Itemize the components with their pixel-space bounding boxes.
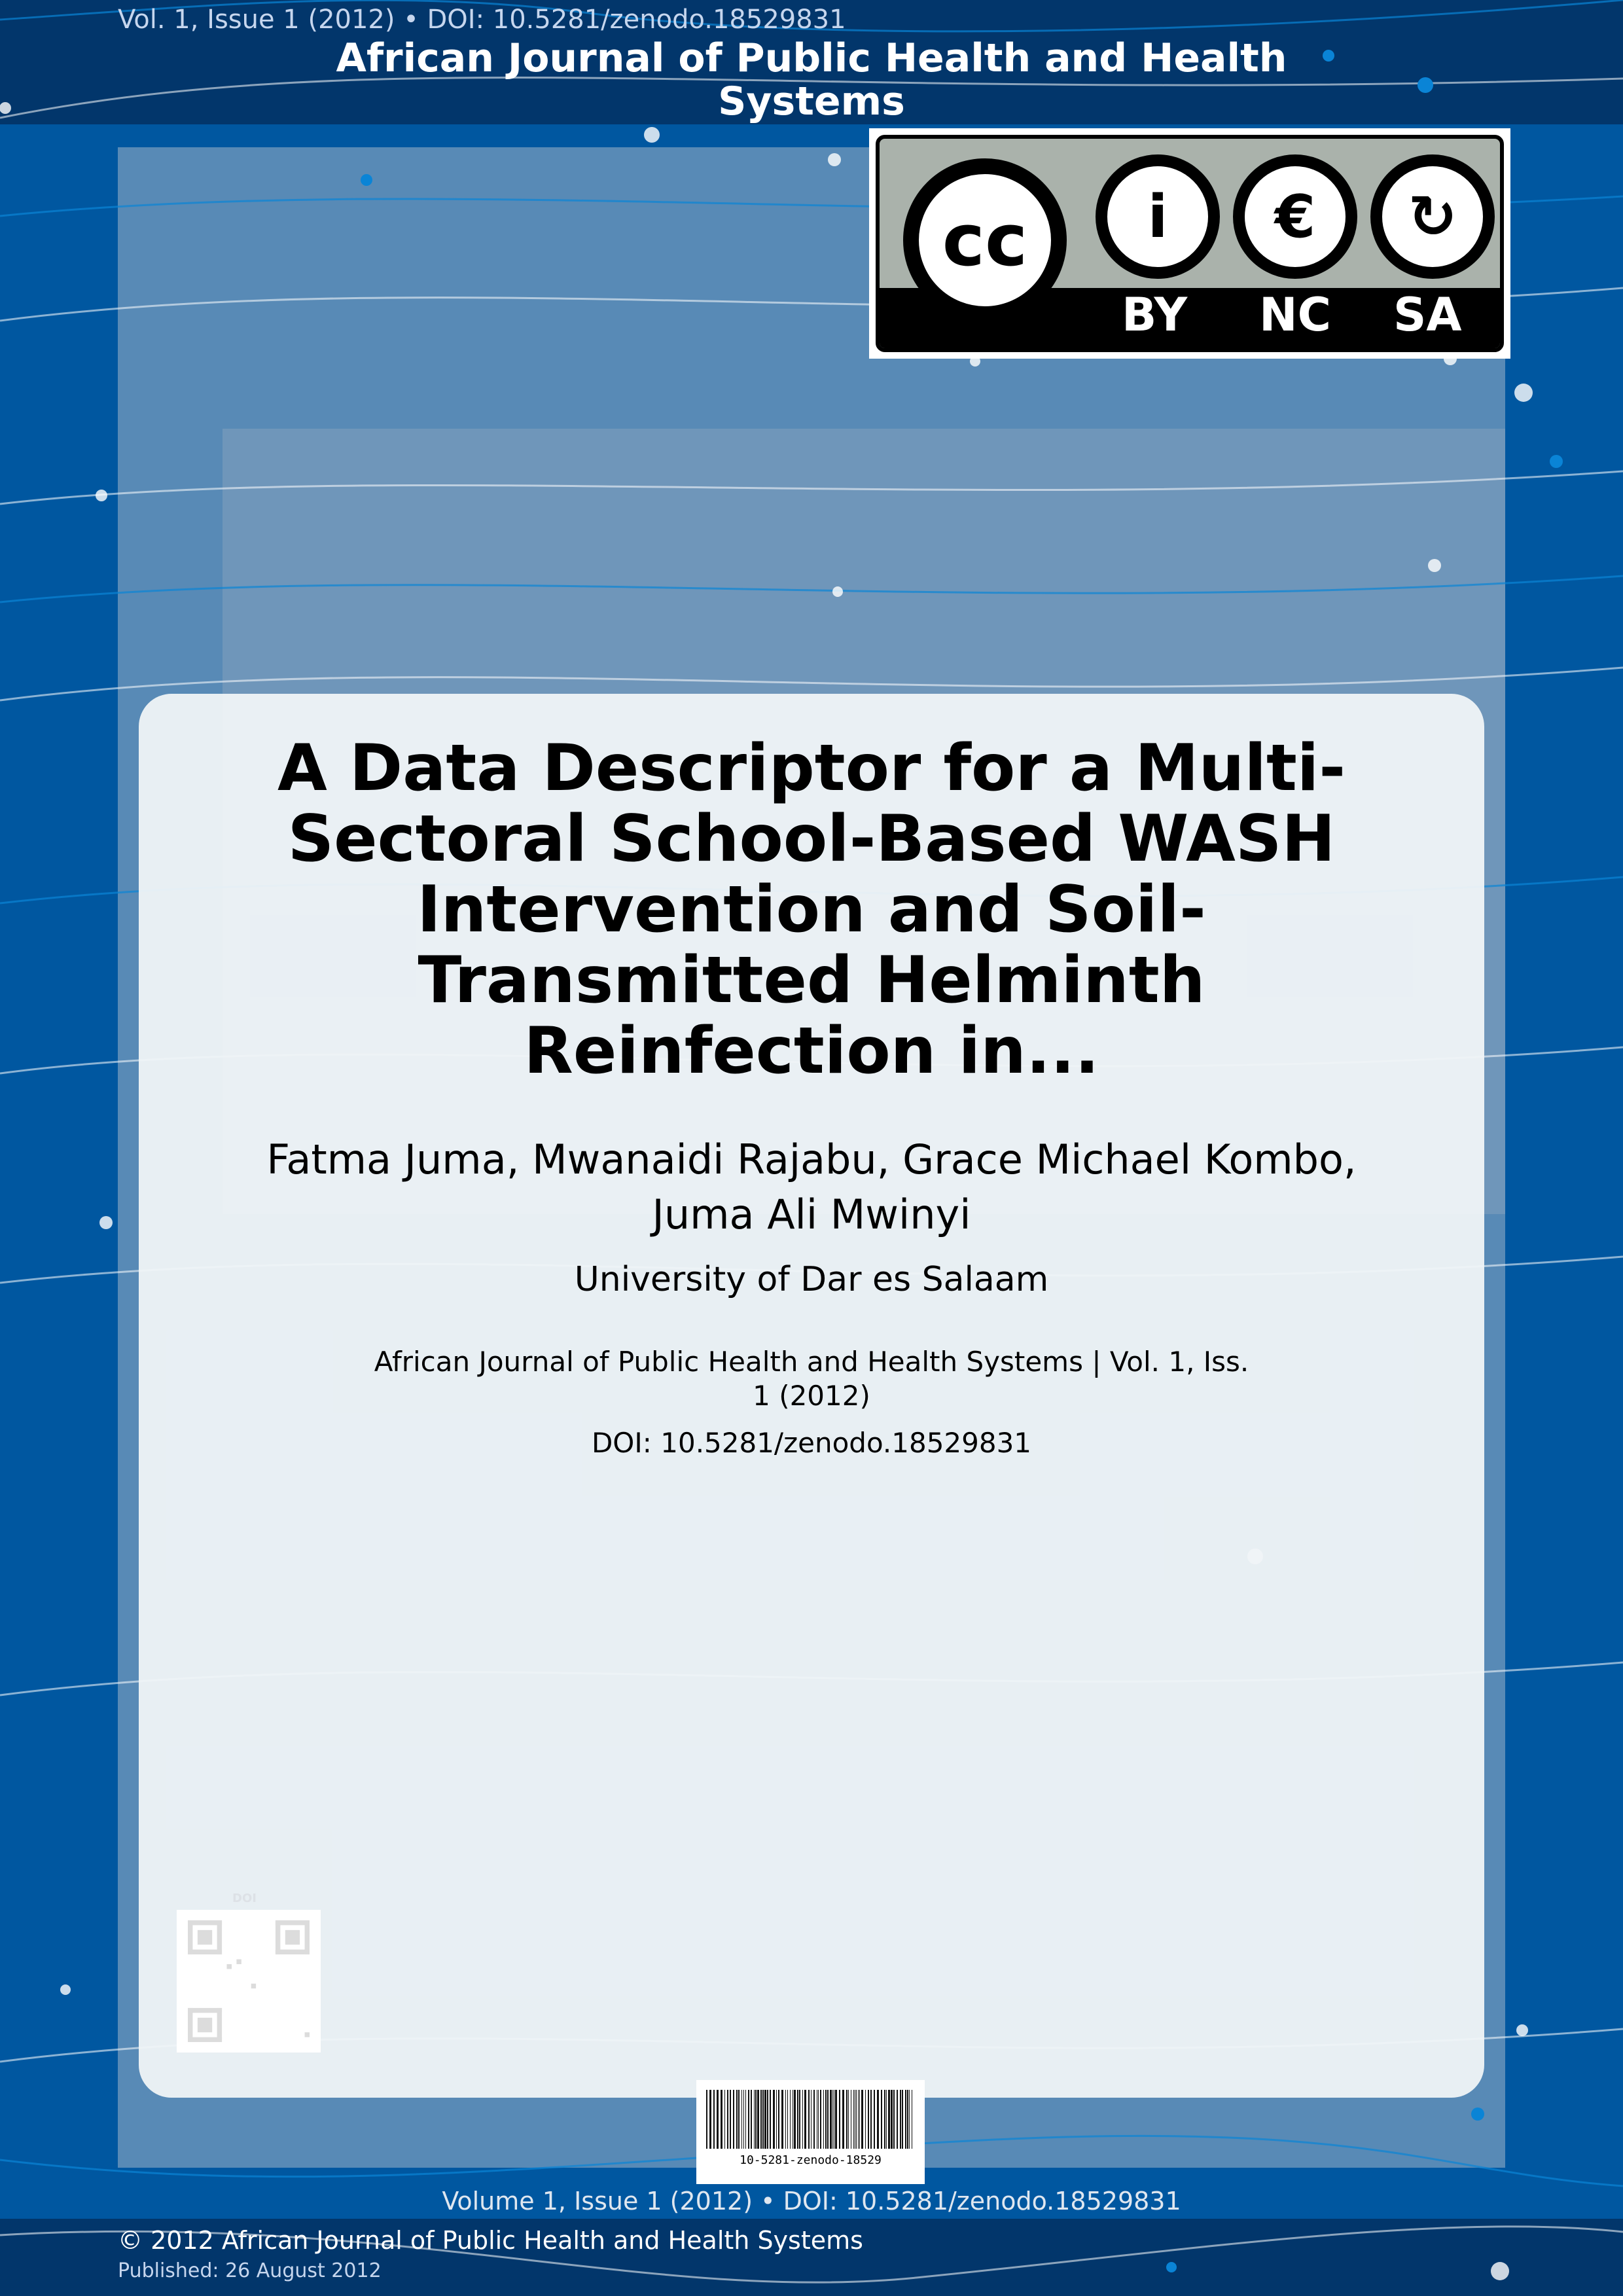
copyright: © 2012 African Journal of Public Health and Health Systems — [118, 2226, 863, 2255]
article-doi[interactable]: DOI: 10.5281/zenodo.18529831 — [591, 1427, 1032, 1459]
nc-label: NC — [1259, 288, 1331, 342]
journal-title: African Journal of Public Health and Health Systems — [336, 35, 1287, 124]
sa-label: SA — [1393, 288, 1462, 342]
by-label: BY — [1122, 288, 1188, 342]
qr-pattern — [187, 1920, 310, 2042]
license-badge[interactable] — [869, 128, 1510, 359]
sa-icon: ↻ — [1370, 154, 1495, 279]
cc-icon — [903, 158, 1067, 322]
barcode-text: 10-5281-zenodo-18529 — [740, 2153, 882, 2167]
by-icon: i — [1096, 154, 1220, 279]
qr-code[interactable] — [177, 1910, 321, 2053]
article-title: A Data Descriptor for a Multi-Sectoral School-Based WASH Intervention and Soil-Transmitted Helminth Reinfection in... — [277, 731, 1346, 1088]
published-date: Published: 26 August 2012 — [118, 2259, 382, 2282]
article-authors: Fatma Juma, Mwanaidi Rajabu, Grace Michael Kombo, Juma Ali Mwinyi — [266, 1136, 1357, 1238]
nc-icon: € — [1233, 154, 1357, 279]
bottom-volume-line: Volume 1, Issue 1 (2012) • DOI: 10.5281/zenodo.18529831 — [442, 2187, 1181, 2215]
article-affiliation: University of Dar es Salaam — [574, 1260, 1049, 1299]
volume-doi-line: Vol. 1, Issue 1 (2012) • DOI: 10.5281/zenodo.18529831 — [118, 5, 846, 35]
barcode — [696, 2080, 925, 2184]
journal-info: African Journal of Public Health and Health Systems | Vol. 1, Iss. 1 (2012) — [374, 1346, 1249, 1412]
cc-text: cc — [942, 198, 1028, 282]
barcode-bars — [706, 2090, 916, 2149]
qr-label: DOI — [232, 1892, 257, 1905]
